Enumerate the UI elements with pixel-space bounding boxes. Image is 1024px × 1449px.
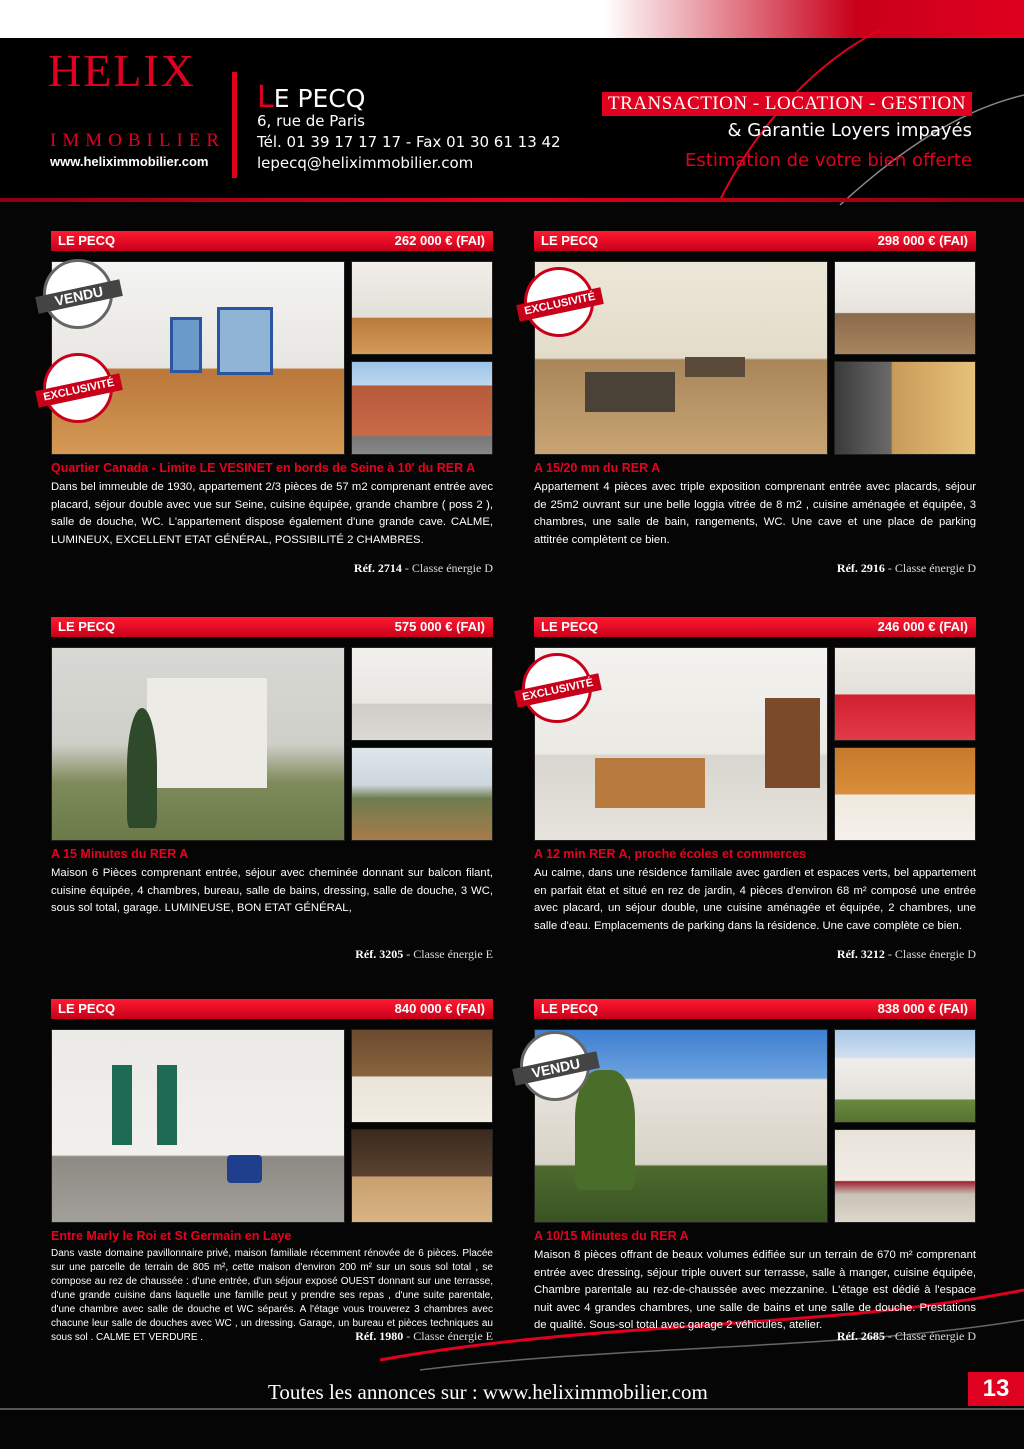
guarantee-text: & Garantie Loyers impayés <box>727 120 972 141</box>
listing-ref-number: Réf. 1980 <box>355 1329 404 1343</box>
listing-city: LE PECQ <box>541 619 599 634</box>
agency-email[interactable]: lepecq@heliximmobilier.com <box>257 154 474 172</box>
exclusive-stamp <box>42 353 116 423</box>
listing-description: Maison 6 Pièces comprenant entrée, séjour avec cheminée donnant sur balcon filant, cuisine équipée, 4 chambres, bureau, salle de bains, dressing, salle de douche, 3 WC, sous sol total, garage. LUMINEUSE, BON ETAT GÉNÉRAL, <box>51 867 493 914</box>
listing-energy-class: - Classe énergie D <box>401 561 493 575</box>
header-divider <box>232 72 237 178</box>
agency-name <box>257 80 365 115</box>
listing-price: 838 000 € (FAI) <box>877 1001 968 1016</box>
listing-title: A 15/20 mn du RER A <box>534 461 661 475</box>
exclusive-stamp-label: EXCLUSIVITÉ <box>35 373 123 408</box>
agency-name-cap: L <box>257 80 274 115</box>
exclusive-stamp <box>523 267 597 337</box>
listing-reference <box>355 947 493 962</box>
listing-header-bar <box>534 617 976 637</box>
listing-photo[interactable] <box>351 1129 493 1223</box>
listing-main-photo[interactable] <box>51 647 345 841</box>
listing-energy-class: - Classe énergie E <box>403 1329 493 1343</box>
agency-address: 6, rue de Paris <box>257 112 365 130</box>
footer-divider <box>0 1408 1024 1410</box>
listing-card[interactable] <box>523 231 976 591</box>
listing-header-bar <box>534 231 976 251</box>
listing-price: 575 000 € (FAI) <box>394 619 485 634</box>
listing-card[interactable] <box>51 999 493 1359</box>
logo-url[interactable]: www.heliximmobilier.com <box>50 154 209 169</box>
listing-energy-class: - Classe énergie E <box>403 947 493 961</box>
listing-reference <box>837 947 976 962</box>
listing-energy-class: - Classe énergie D <box>884 561 976 575</box>
listing-price: 262 000 € (FAI) <box>394 233 485 248</box>
exclusive-stamp-label: EXCLUSIVITÉ <box>514 673 602 708</box>
exclusive-stamp <box>521 653 595 723</box>
listing-description: Maison 8 pièces offrant de beaux volumes édifiée sur un terrain de 670 m² comprenant entrée avec dressing, séjour triple ouvert sur terrasse, salle à manger, cuisine équipée, Chambre parentale au rez-de-chaussée avec mezzanine. L'étage est dédié à l'espace nuit avec 4 grandes chambres, une salle de bains et une salle de douche. Prestations de qualité. Sous-sol total avec garage 2 véhicules, atelier. <box>534 1249 976 1331</box>
listing-price: 840 000 € (FAI) <box>394 1001 485 1016</box>
listing-energy-class: - Classe énergie D <box>884 1329 976 1343</box>
listing-photo[interactable] <box>351 1029 493 1123</box>
listing-title: Quartier Canada - Limite LE VESINET en bords de Seine à 10' du RER A <box>51 461 476 475</box>
listing-photo[interactable] <box>351 261 493 355</box>
top-band <box>0 0 1024 38</box>
sold-stamp <box>43 259 113 329</box>
listing-ref-number: Réf. 3205 <box>355 947 404 961</box>
services-banner: TRANSACTION - LOCATION - GESTION <box>602 92 972 116</box>
listing-main-photo[interactable] <box>51 1029 345 1223</box>
listing-reference <box>355 1329 493 1344</box>
listing-city: LE PECQ <box>541 1001 599 1016</box>
listing-title: A 12 min RER A, proche écoles et commerces <box>534 847 807 861</box>
agency-name-rest: E PECQ <box>273 84 366 113</box>
listing-city: LE PECQ <box>58 1001 116 1016</box>
listing-photo[interactable] <box>834 747 976 841</box>
listing-photo[interactable] <box>834 361 976 455</box>
listing-reference <box>354 561 493 576</box>
listing-ref-number: Réf. 3212 <box>836 947 885 961</box>
listing-description: Dans vaste domaine pavillonnaire privé, maison familiale récemment rénovée de 6 pièces. Placée sur une parcelle de terrain de 805 m², cette maison d'environ 200 m² sur un sous sol total , se compose au rez de chaussée : d'une entrée, d'un séjour exposé OUEST donnant sur une terrasse, d'une grande cuisine dans laquelle une famille peut y prendre ses repas , d'une suite parentale, d'une chambre avec salle de douche et WC séparés. A l'étage vous trouverez 3 chambres avec chacune leur salle de douches avec WC , un dressing. Garage, un bureau et pièces techniques au sous sol . CALME ET VERDURE . <box>51 1248 493 1343</box>
listing-photo[interactable] <box>351 747 493 841</box>
listing-header-bar <box>534 999 976 1019</box>
listing-photo[interactable] <box>834 647 976 741</box>
listing-reference <box>837 561 976 576</box>
listing-ref-number: Réf. 2916 <box>836 561 885 575</box>
listing-photo[interactable] <box>834 1029 976 1123</box>
listing-description: Dans bel immeuble de 1930, appartement 2/3 pièces de 57 m2 comprenant entrée avec placard, séjour double avec vue sur Seine, cuisine équipée, grande chambre ( poss 2 ), salle de douche, WC. L'appartement dispose également d'une grande cave. CALME, LUMINEUX, EXCELLENT ETAT GÉNÉRAL, POSSIBILITÉ 2 CHAMBRES. <box>51 481 493 546</box>
listing-reference <box>837 1329 976 1344</box>
listing-header-bar <box>51 231 493 251</box>
footer-website-text[interactable]: Toutes les annonces sur : www.heliximmobilier.com <box>268 1380 708 1404</box>
listing-photo[interactable] <box>351 647 493 741</box>
listing-card[interactable] <box>530 999 976 1359</box>
listing-ref-number: Réf. 2714 <box>353 561 402 575</box>
top-band-accent <box>604 0 1024 38</box>
listing-title: A 15 Minutes du RER A <box>51 847 189 861</box>
sold-stamp <box>520 1031 590 1101</box>
listing-card[interactable] <box>521 617 976 977</box>
listing-price: 298 000 € (FAI) <box>877 233 968 248</box>
listing-header-bar <box>51 999 493 1019</box>
sold-stamp-label: VENDU <box>35 279 123 314</box>
listing-city: LE PECQ <box>58 233 116 248</box>
listing-card[interactable] <box>42 231 493 591</box>
listing-description: Au calme, dans une résidence familiale avec gardien et espaces verts, bel appartement en parfait état et situé en rez de jardin, 4 pièces d'environ 68 m² composé une entrée avec placard, un séjour double, une cuisine aménagée et équipée, 2 chambres, une salle d'eau. Emplacements de parking dans la résidence. Une cave complète ce bien. <box>534 867 976 932</box>
page-number: 13 <box>968 1372 1024 1406</box>
listing-header-bar <box>51 617 493 637</box>
listing-price: 246 000 € (FAI) <box>877 619 968 634</box>
listing-photo[interactable] <box>834 1129 976 1223</box>
listing-city: LE PECQ <box>541 233 599 248</box>
listing-title: A 10/15 Minutes du RER A <box>534 1229 689 1243</box>
listing-city: LE PECQ <box>58 619 116 634</box>
listing-energy-class: - Classe énergie D <box>884 947 976 961</box>
estimation-text: Estimation de votre bien offerte <box>685 150 972 171</box>
listing-photo[interactable] <box>834 261 976 355</box>
agency-phone: Tél. 01 39 17 17 17 - Fax 01 30 61 13 42 <box>257 133 561 151</box>
listing-description: Appartement 4 pièces avec triple exposition comprenant entrée avec placards, séjour de 25m2 ouvrant sur une belle loggia vitrée de 8 m2 , cuisine aménagée et équipée, 3 chambres, une salle de bain, rangements, WC. Une cave et une place de parking attitrée complètent ce bien. <box>534 481 976 546</box>
header-separator <box>0 198 1024 202</box>
listing-ref-number: Réf. 2685 <box>836 1329 885 1343</box>
listing-card[interactable] <box>51 617 493 977</box>
sold-stamp-label: VENDU <box>512 1051 600 1086</box>
listing-title: Entre Marly le Roi et St Germain en Laye <box>51 1229 292 1243</box>
listing-photo[interactable] <box>351 361 493 455</box>
logo-title: HELIX <box>48 45 196 96</box>
logo-subtitle: IMMOBILIER <box>50 130 226 151</box>
exclusive-stamp-label: EXCLUSIVITÉ <box>516 287 604 322</box>
